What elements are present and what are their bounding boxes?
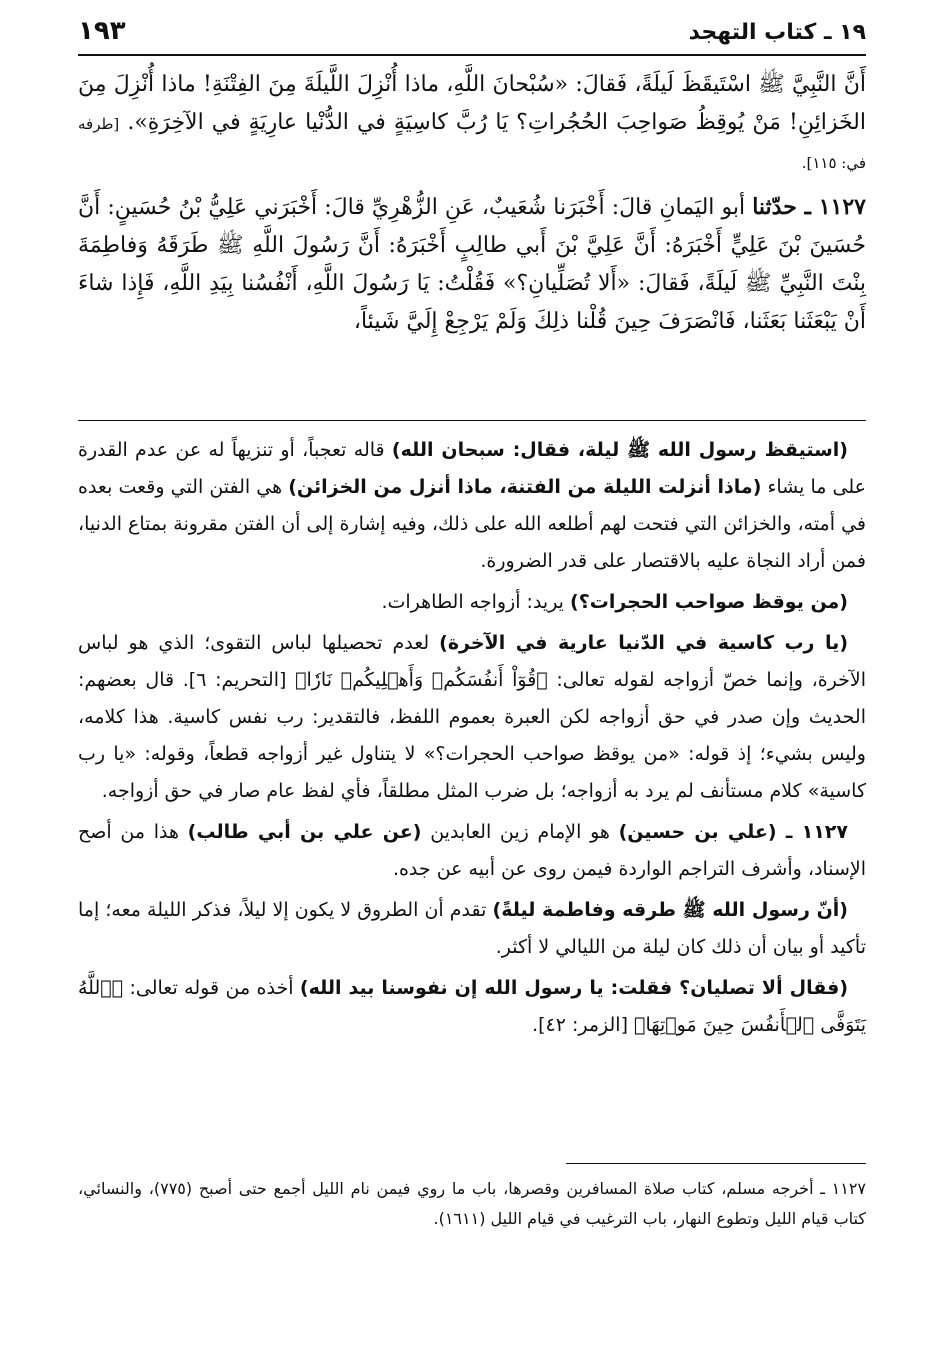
commentary-text: هو الإمام زين العابدين: [421, 821, 619, 843]
hadith-reference: [طرفه في: ١١٥].: [78, 115, 866, 172]
quoted-phrase: (استيقظ رسول الله ﷺ ليلة، فقال: سبحان الله): [391, 439, 848, 461]
quoted-phrase: (أنّ رسول الله ﷺ طرقه وفاطمة ليلةً): [492, 899, 848, 921]
commentary-text: أخذه من قوله تعالى: ﴿ٱللَّهُ يَتَوَفَّى ٱلۡأَنفُسَ حِينَ مَوۡتِهَا﴾ [الزمر: ٤٢].: [78, 977, 866, 1036]
footnote: [78, 1174, 866, 1234]
commentary-paragraph: [78, 814, 866, 888]
footnote-rule: [566, 1163, 866, 1164]
quoted-phrase: (من يوقظ صواحب الحجرات؟): [570, 591, 848, 613]
hadith-number: ١١٢٧ ـ: [776, 821, 848, 843]
commentary-text: لعدم تحصيلها لباس التقوى؛ الذي هو لباس الآخرة، وإنما خصّ أزواجه لقوله تعالى: ﴿قُوٓاْ أَنفُسَكُمۡ وَأَهۡلِيكُمۡ نَارٗا﴾ [التحريم: ٦]. قال بعضهم: الحديث وإن صدر في حق أزواجه لكن العبرة بعموم اللفظ، فالتقدير: رب نفس كاسية. هذا كلامه، وليس بشيء؛ إذ قوله: «من يوقظ صواحب الحجرات؟» لا يتناول غير أزواجه قطعاً، وقوله: «يا رب كاسية» كلام مستأنف لم يرد به أزواجه؛ بل ضرب المثل مطلقاً، فأي لفظ عام صار في حق أزواجه.: [78, 632, 866, 802]
quoted-phrase: (فقال ألا تصليان؟ فقلت: يا رسول الله إن نفوسنا بيد الله): [299, 977, 848, 999]
quoted-phrase: (علي بن حسين): [618, 821, 777, 843]
commentary-text: يريد: أزواجه الطاهرات.: [381, 591, 571, 613]
commentary: [78, 432, 866, 1048]
commentary-paragraph: [78, 432, 866, 580]
commentary-paragraph: [78, 892, 866, 966]
chapter-title: ١٩ ـ كتاب التهجد: [688, 20, 866, 45]
quoted-phrase: (ماذا أنزلت الليلة من الفتنة، ماذا أنزل من الخزائن): [288, 476, 762, 498]
header-rule: [78, 54, 866, 56]
quoted-phrase: (عن علي بن أبي طالب): [187, 821, 422, 843]
commentary-text: هذا من أصح الإسناد، وأشرف التراجم الواردة فيمن روى عن أبيه عن جده.: [78, 821, 866, 880]
hadith-paragraph: [78, 188, 866, 341]
commentary-text: هي الفتن التي وقعت بعده في أمته، والخزائن التي فتحت لهم أطلعه الله على ذلك، وفيه إشارة إلى أن الفتن مقرونة بمتاع الدنيا، فمن أراد النجاة عليه بالاقتصار على قدر الضرورة.: [78, 476, 866, 572]
page-header: [78, 16, 866, 50]
commentary-separator: [78, 420, 866, 421]
commentary-text: قاله تعجباً، أو تنزيهاً له عن عدم القدرة على ما يشاء: [78, 439, 866, 498]
commentary-text: تقدم أن الطروق لا يكون إلا ليلاً، فذكر الليلة معه؛ إما تأكيد أو بيان أن ذلك كان ليلة من الليالي لا أكثر.: [78, 899, 866, 958]
hadith-body: أبو اليَمانِ قالَ: أَخْبَرَنا شُعَيبٌ، عَنِ الزُّهْرِيِّ قالَ: أَخْبَرَني عَلِيُّ بْنُ حُسَينٍ: أَنَّ حُسَينَ بْنَ عَلِيٍّ أَخْبَرَهُ: أَنَّ عَلِيَّ بْنَ أَبي طالِبٍ أَخْبَرَهُ: أَنَّ رَسُولَ اللَّهِ ﷺ طَرَقَهُ وَفاطِمَةَ بِنْتَ النَّبِيِّ ﷺ لَيلَةً، فَقالَ: «أَلا تُصَلِّيانِ؟» فَقُلْتُ: يَا رَسُولَ اللَّهِ، أَنْفُسُنا بِيَدِ اللَّهِ، فَإِذا شاءَ أَنْ يَبْعَثَنا بَعَثَنا، فَانْصَرَفَ حِينَ قُلْنا ذلِكَ وَلَمْ يَرْجِعْ إِلَيَّ شَيئاً،: [78, 195, 866, 334]
hadith-paragraph: [78, 66, 866, 182]
quoted-phrase: (يا رب كاسية في الدّنيا عارية في الآخرة): [439, 632, 848, 654]
commentary-paragraph: [78, 584, 866, 621]
hadith-number: ١١٢٧ ـ حدّثنا: [752, 194, 866, 220]
footnote-text: ١١٢٧ ـ أخرجه مسلم، كتاب صلاة المسافرين وقصرها، باب ما روي فيمن نام الليل أجمع حتى أصبح (٧٧٥)، والنسائي، كتاب قيام الليل وتطوع النهار، باب الترغيب في قيام الليل (١٦١١).: [78, 1179, 866, 1228]
commentary-paragraph: [78, 625, 866, 810]
page-number: ١٩٣: [78, 16, 126, 46]
hadith-text: [78, 66, 866, 347]
commentary-paragraph: [78, 970, 866, 1044]
hadith-body: أَنَّ النَّبِيَّ ﷺ اسْتَيقَظَ لَيلَةً، فَقالَ: «سُبْحانَ اللَّهِ، ماذا أُنْزِلَ اللَّيلَةَ مِنَ الفِتْنَةِ! ماذا أُنْزِلَ مِنَ الخَزائِنِ! مَنْ يُوقِظُ صَواحِبَ الحُجُراتِ؟ يَا رُبَّ كاسِيَةٍ في الدُّنْيا عارِيَةٍ في الآخِرَةِ».: [78, 72, 866, 135]
